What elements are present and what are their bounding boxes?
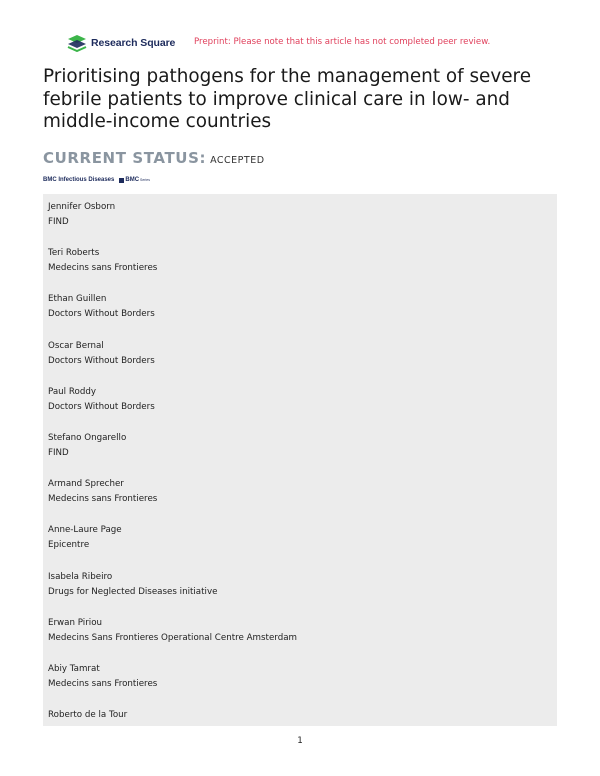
author-name: Ethan Guillen xyxy=(48,294,107,305)
author-name: Oscar Bernal xyxy=(48,340,104,351)
research-square-logo[interactable] xyxy=(66,34,175,52)
paper-title: Prioritising pathogens for the management of severe febrile patients to improve clinical care in low- and middle-income countries xyxy=(43,66,532,132)
author-entry xyxy=(48,477,157,507)
author-entry xyxy=(48,523,122,553)
journal-name: BMC Infectious Diseases xyxy=(43,177,115,183)
author-entry xyxy=(48,200,115,230)
author-affiliation: Medecins sans Frontieres xyxy=(48,494,158,505)
page-number: 1 xyxy=(297,736,303,746)
logo-text: Research Square xyxy=(91,37,176,49)
author-name: Teri Roberts xyxy=(48,248,100,259)
author-affiliation: Medecins Sans Frontieres Operational Centre Amsterdam xyxy=(48,632,298,643)
preprint-notice: Preprint: Please note that this article has not completed peer review. xyxy=(194,37,491,47)
author-entry xyxy=(48,662,157,692)
author-name: Erwan Piriou xyxy=(48,617,103,628)
author-name: Roberto de la Tour xyxy=(48,710,128,721)
author-entry xyxy=(48,246,157,276)
author-entry xyxy=(48,292,155,322)
author-affiliation: Epicentre xyxy=(48,540,90,551)
author-entry xyxy=(48,708,127,723)
author-entry xyxy=(48,385,155,415)
author-affiliation: FIND xyxy=(48,217,69,227)
author-name: Abiy Tamrat xyxy=(48,664,100,674)
author-affiliation: Medecins sans Frontieres xyxy=(48,679,158,689)
author-name: Armand Sprecher xyxy=(48,479,124,490)
author-list xyxy=(43,194,557,726)
page-header xyxy=(66,34,540,54)
author-entry xyxy=(48,431,126,461)
author-affiliation: Medecins sans Frontieres xyxy=(48,263,158,274)
author-entry xyxy=(48,339,155,369)
author-affiliation: Doctors Without Borders xyxy=(48,309,155,320)
journal-banner xyxy=(43,177,150,183)
author-entry xyxy=(48,570,217,600)
bmc-publisher: BMC xyxy=(125,177,140,183)
author-affiliation: FIND xyxy=(48,448,69,458)
current-status xyxy=(43,148,265,167)
author-entry xyxy=(48,616,297,646)
author-name: Jennifer Osborn xyxy=(48,202,116,212)
author-affiliation: Doctors Without Borders xyxy=(48,401,155,412)
status-value: ACCEPTED xyxy=(210,155,265,166)
research-square-logo-icon xyxy=(66,34,88,52)
author-name: Paul Roddy xyxy=(48,386,96,397)
status-label: CURRENT STATUS: xyxy=(43,149,207,167)
author-affiliation: Drugs for Neglected Diseases initiative xyxy=(48,586,218,597)
author-name: Isabela Ribeiro xyxy=(48,571,113,582)
author-name: Anne-Laure Page xyxy=(48,525,122,536)
author-name: Stefano Ongarello xyxy=(48,433,127,443)
bmc-logo-icon xyxy=(119,178,124,183)
bmc-series-label: Series xyxy=(140,178,150,182)
author-affiliation: Doctors Without Borders xyxy=(48,355,155,366)
